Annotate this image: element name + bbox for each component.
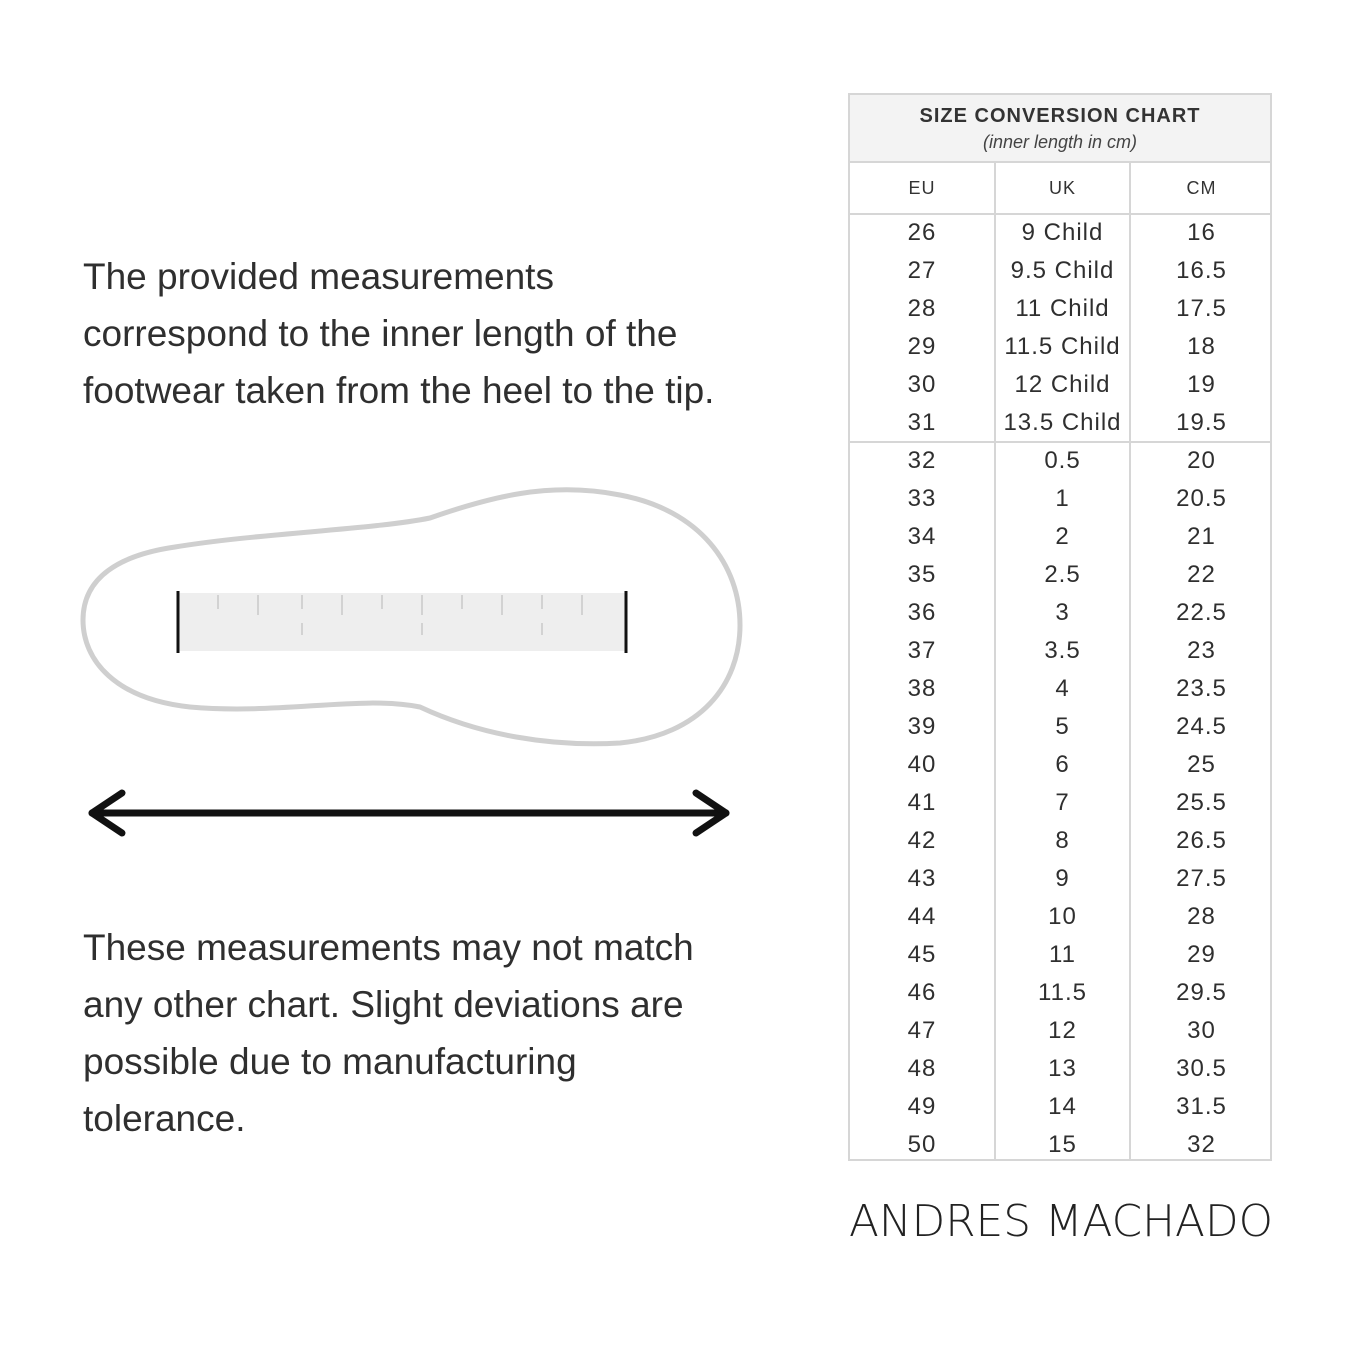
cell-cm: 22.5: [1176, 599, 1227, 626]
cell-eu: 34: [907, 523, 937, 550]
cell-cm: 16.5: [1176, 257, 1227, 284]
cell-uk: 7: [1055, 789, 1070, 816]
table-row: [850, 215, 1270, 253]
table-header: [850, 95, 1270, 163]
cell-uk: 6: [1055, 751, 1070, 778]
cell-cm: 22: [1187, 561, 1216, 588]
cell-cm: 18: [1187, 333, 1216, 360]
table-row: [850, 443, 1270, 481]
cell-uk: 9: [1055, 865, 1070, 892]
cell-uk: 15: [1048, 1131, 1077, 1158]
intro-line: The provided measurements: [83, 256, 554, 297]
cell-uk: 1: [1055, 485, 1070, 512]
cell-uk: 13: [1048, 1055, 1077, 1082]
table-row: [850, 709, 1270, 747]
brand-logo: [848, 1190, 1274, 1250]
cell-uk: 11 Child: [1015, 295, 1110, 322]
table-row: [850, 1013, 1270, 1051]
cell-uk: 2.5: [1044, 561, 1081, 588]
cell-cm: 28: [1187, 903, 1216, 930]
cell-uk: 4: [1055, 675, 1070, 702]
intro-text: [83, 248, 783, 419]
table-body: [850, 215, 1270, 1165]
cell-eu: 43: [907, 865, 937, 892]
cell-uk: 9 Child: [1021, 219, 1104, 246]
cell-cm: 16: [1187, 219, 1216, 246]
table-row: [850, 519, 1270, 557]
cell-cm: 29.5: [1176, 979, 1227, 1006]
table-row: [850, 633, 1270, 671]
table-row: [850, 557, 1270, 595]
cell-eu: 36: [907, 599, 937, 626]
cell-eu: 40: [907, 751, 937, 778]
cell-cm: 20: [1187, 447, 1216, 474]
cell-eu: 42: [907, 827, 937, 854]
table-row: [850, 253, 1270, 291]
cell-uk: 12 Child: [1014, 371, 1111, 398]
cell-eu: 49: [907, 1093, 937, 1120]
cell-uk: 8: [1055, 827, 1070, 854]
table-row: [850, 1051, 1270, 1089]
cell-eu: 37: [907, 637, 937, 664]
cell-cm: 26.5: [1176, 827, 1227, 854]
cell-cm: 30.5: [1176, 1055, 1227, 1082]
cell-cm: 21: [1187, 523, 1216, 550]
cell-uk: 3.5: [1044, 637, 1081, 664]
cell-eu: 39: [907, 713, 937, 740]
cell-cm: 27.5: [1176, 865, 1227, 892]
cell-uk: 12: [1048, 1017, 1077, 1044]
table-row: [850, 329, 1270, 367]
cell-cm: 25: [1187, 751, 1216, 778]
disclaimer-line: any other chart. Slight deviations are: [83, 984, 684, 1025]
table-row: [850, 937, 1270, 975]
table-row: [850, 747, 1270, 785]
cell-uk: 9.5 Child: [1010, 257, 1115, 284]
table-row: [850, 367, 1270, 405]
table-row: [850, 671, 1270, 709]
cell-uk: 11.5: [1038, 979, 1087, 1006]
cell-eu: 48: [907, 1055, 937, 1082]
cell-uk: 13.5 Child: [1003, 409, 1122, 436]
intro-line: correspond to the inner length of the: [83, 313, 678, 354]
column-header-uk: UK: [1048, 178, 1076, 198]
cell-eu: 33: [907, 485, 937, 512]
intro-line: footwear taken from the heel to the tip.: [83, 370, 715, 411]
cell-cm: 25.5: [1176, 789, 1227, 816]
cell-cm: 23.5: [1176, 675, 1227, 702]
cell-cm: 17.5: [1176, 295, 1227, 322]
cell-uk: 10: [1048, 903, 1077, 930]
table-row: [850, 823, 1270, 861]
table-row: [850, 405, 1270, 443]
double-arrow-icon: [92, 793, 726, 833]
table-row: [850, 1089, 1270, 1127]
table-row: [850, 291, 1270, 329]
cell-cm: 19.5: [1176, 409, 1227, 436]
cell-eu: 32: [907, 447, 937, 474]
disclaimer-line: possible due to manufacturing: [83, 1041, 577, 1082]
cell-cm: 30: [1187, 1017, 1216, 1044]
table-row: [850, 861, 1270, 899]
table-subtitle: (inner length in cm): [982, 132, 1138, 152]
table-row: [850, 595, 1270, 633]
table-title: SIZE CONVERSION CHART: [919, 105, 1201, 127]
table-row: [850, 975, 1270, 1013]
table-row: [850, 785, 1270, 823]
cell-eu: 38: [907, 675, 937, 702]
cell-cm: 32: [1187, 1131, 1216, 1158]
cell-eu: 45: [907, 941, 937, 968]
cell-uk: 11: [1049, 941, 1076, 968]
cell-eu: 28: [907, 295, 937, 322]
cell-eu: 31: [907, 409, 937, 436]
brand-wordmark: ANDRES MACHADO: [849, 1196, 1273, 1247]
table-row: [850, 481, 1270, 519]
cell-cm: 29: [1187, 941, 1216, 968]
insole-measurement-illustration: [80, 485, 750, 845]
disclaimer-text: [83, 919, 783, 1147]
column-header-cm: CM: [1186, 178, 1217, 198]
cell-eu: 27: [907, 257, 937, 284]
table-row: [850, 1127, 1270, 1165]
size-conversion-table: [848, 93, 1272, 1161]
cell-cm: 20.5: [1176, 485, 1227, 512]
cell-cm: 24.5: [1176, 713, 1227, 740]
cell-cm: 19: [1187, 371, 1216, 398]
cell-eu: 29: [907, 333, 937, 360]
cell-cm: 23: [1187, 637, 1216, 664]
cell-eu: 47: [907, 1017, 937, 1044]
cell-cm: 31.5: [1176, 1093, 1227, 1120]
cell-eu: 26: [907, 219, 937, 246]
disclaimer-line: tolerance.: [83, 1098, 246, 1139]
cell-uk: 0.5: [1044, 447, 1081, 474]
ruler: [178, 591, 626, 653]
cell-uk: 2: [1055, 523, 1070, 550]
cell-eu: 41: [907, 789, 937, 816]
cell-eu: 46: [907, 979, 937, 1006]
cell-eu: 30: [907, 371, 937, 398]
column-header-eu: EU: [908, 178, 936, 198]
disclaimer-line: These measurements may not match: [83, 927, 694, 968]
cell-uk: 11.5 Child: [1004, 333, 1121, 360]
cell-eu: 44: [907, 903, 937, 930]
cell-uk: 14: [1048, 1093, 1077, 1120]
cell-eu: 35: [907, 561, 937, 588]
cell-eu: 50: [907, 1131, 937, 1158]
cell-uk: 3: [1055, 599, 1070, 626]
cell-uk: 5: [1055, 713, 1070, 740]
table-row: [850, 899, 1270, 937]
